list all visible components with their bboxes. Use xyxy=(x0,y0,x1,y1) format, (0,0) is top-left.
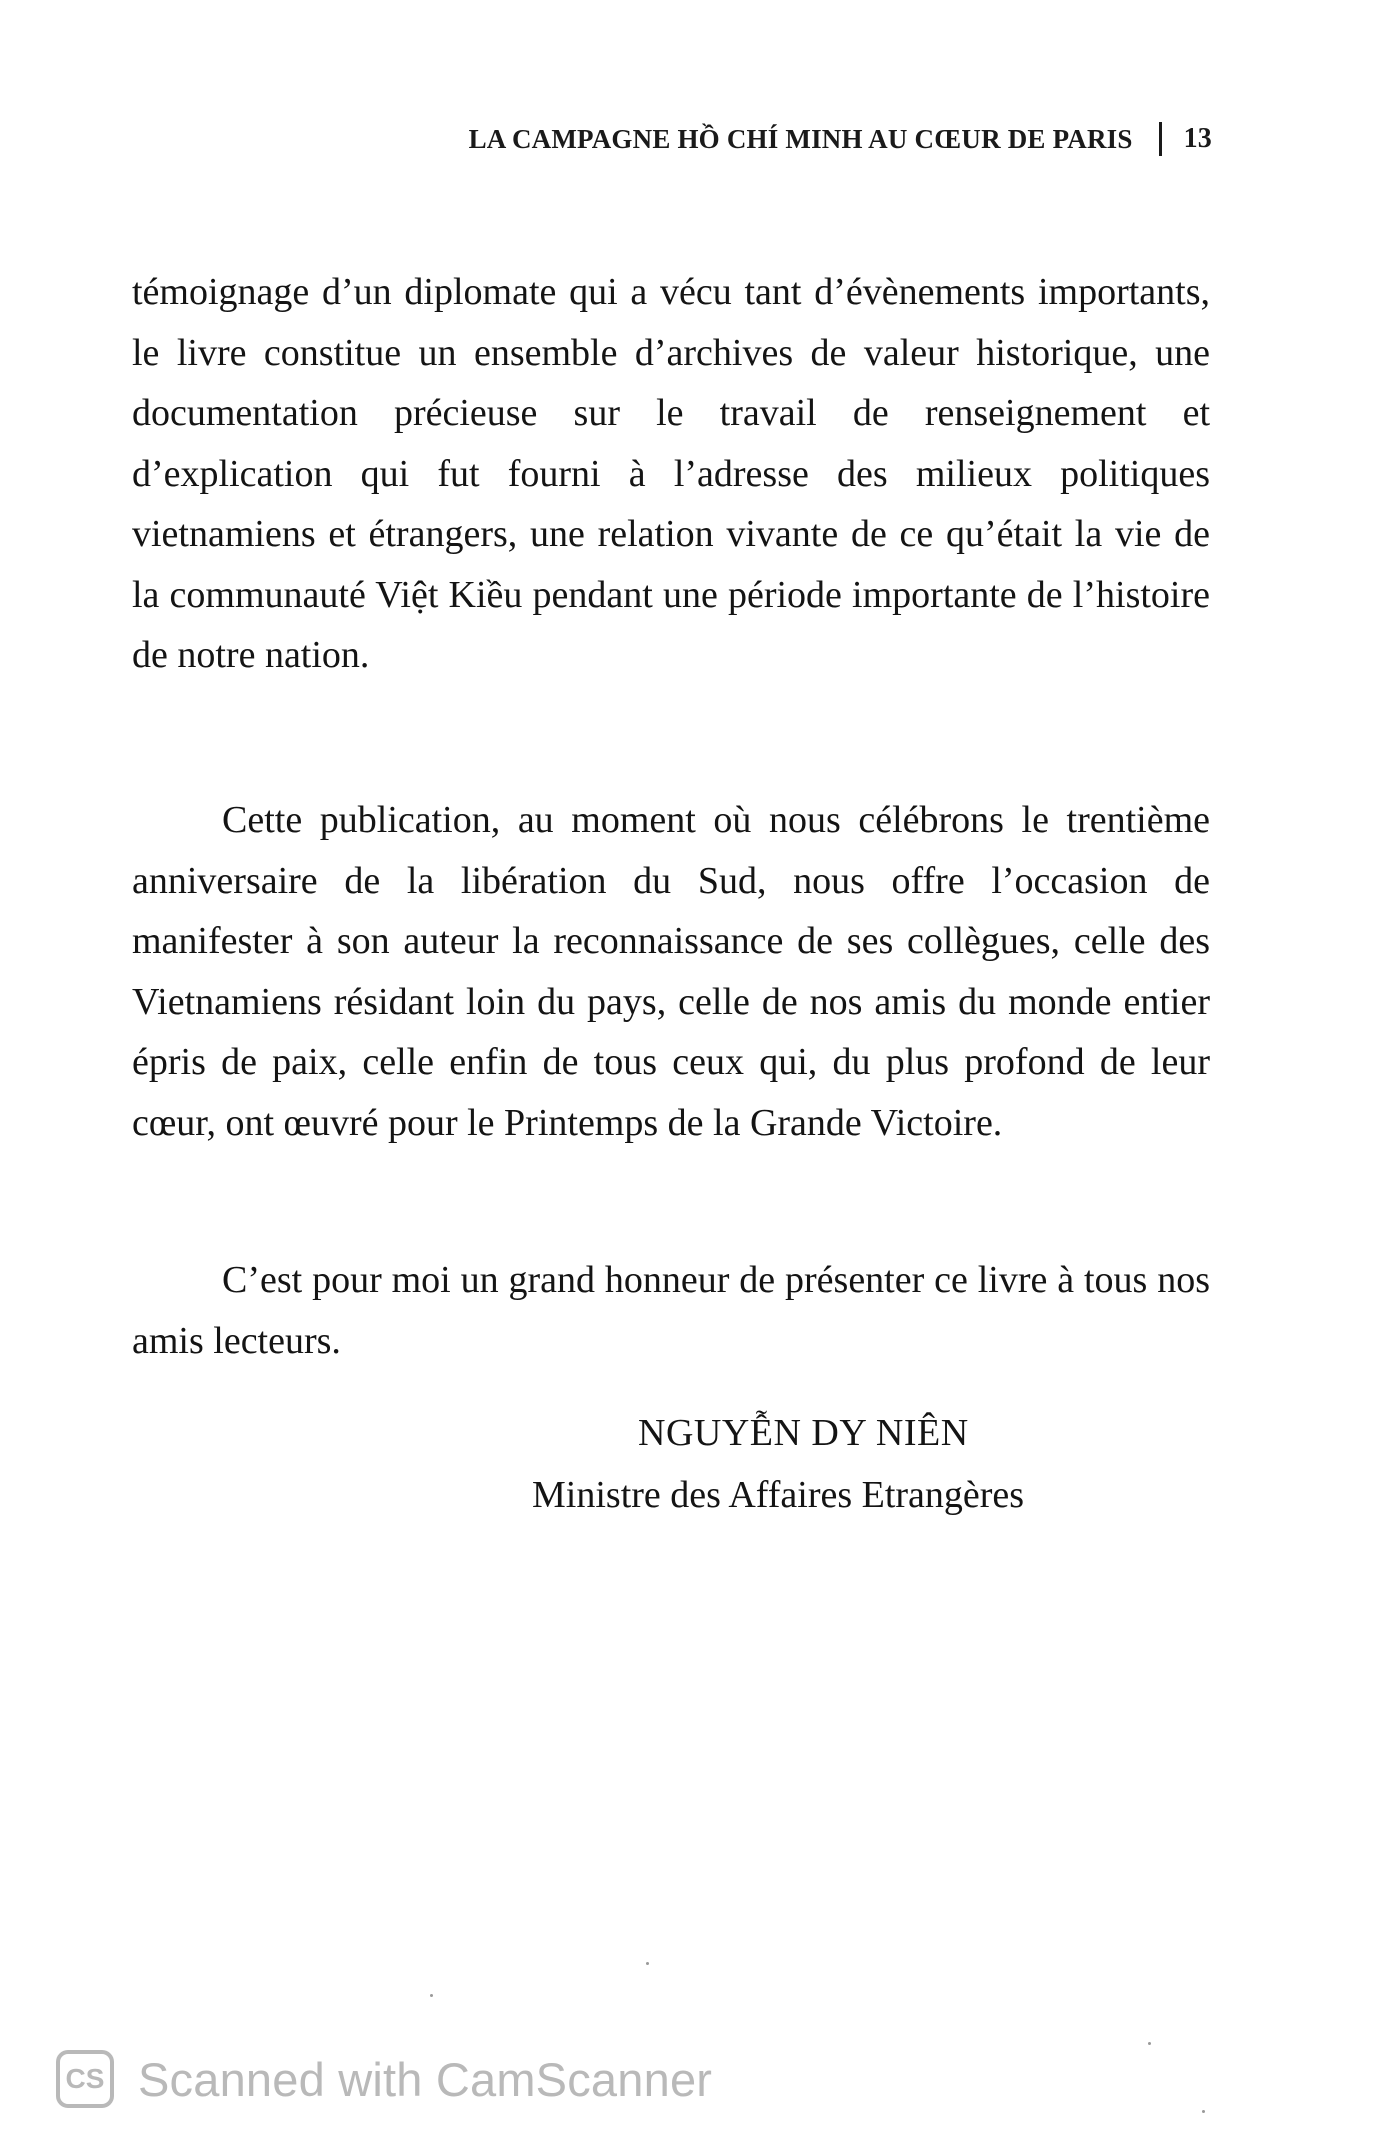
running-header xyxy=(469,122,1212,156)
scan-speck xyxy=(1148,2042,1151,2045)
header-divider xyxy=(1159,122,1162,156)
paragraph-1: témoignage d’un diplomate qui a vécu tant d’évènements importants, le livre constitue un ensemble d’archives de valeur historique, une documentation précieuse sur le travail de renseignement et d’explication qui fut fourni à l’adresse des milieux politiques vietnamiens et étrangers, une relation vivante de ce qu’était la vie de la communauté Việt Kiều pendant une période importante de l’histoire de notre nation. xyxy=(132,271,1210,676)
scan-speck xyxy=(646,1962,649,1965)
signature-block xyxy=(532,1402,1132,1526)
watermark-text: Scanned with CamScanner xyxy=(138,2052,713,2106)
page-number: 13 xyxy=(1183,123,1212,154)
scan-speck xyxy=(430,1994,433,1997)
scan-speck xyxy=(1202,2110,1205,2113)
camscanner-logo-icon: CS xyxy=(56,2050,114,2108)
signatory-name: NGUYỄN DY NIÊN xyxy=(638,1412,969,1454)
book-title-header: LA CAMPAGNE HỒ CHÍ MINH AU CŒUR DE PARIS xyxy=(468,123,1133,154)
signatory-role: Ministre des Affaires Etrangères xyxy=(532,1474,1025,1516)
paragraph-2: Cette publication, au moment où nous célébrons le trentième anniversaire de la libération du Sud, nous offre l’occasion de manifester à son auteur la reconnaissance de ses collègues, celle des Vietnamiens résidant loin du pays, celle de nos amis du monde entier épris de paix, celle enfin de tous ceux qui, du plus profond de leur cœur, ont œuvré pour le Printemps de la Grande Victoire. xyxy=(132,799,1210,1144)
camscanner-watermark xyxy=(56,2050,712,2108)
paragraph-3: C’est pour moi un grand honneur de présenter ce livre à tous nos amis lecteurs. xyxy=(132,1259,1210,1362)
